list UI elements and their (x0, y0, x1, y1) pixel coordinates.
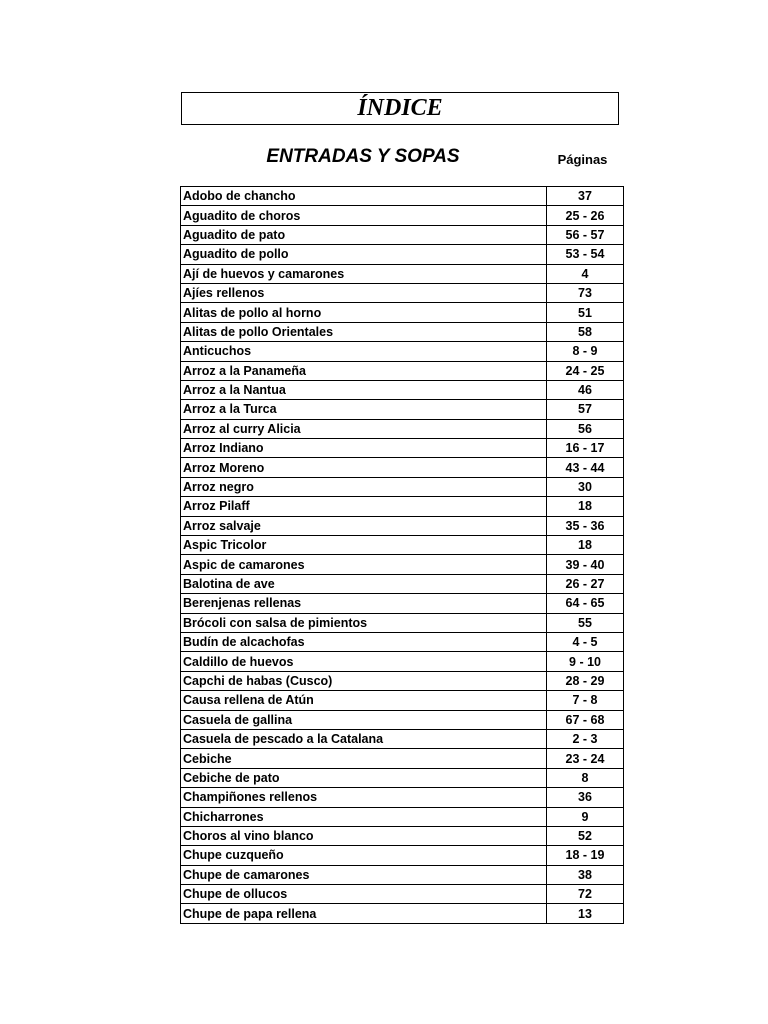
page-number: 55 (547, 613, 624, 632)
index-title: ÍNDICE (357, 95, 443, 121)
page-number: 9 - 10 (547, 652, 624, 671)
recipe-name: Arroz negro (181, 477, 547, 496)
recipe-name: Casuela de pescado a la Catalana (181, 729, 547, 748)
table-row (181, 361, 624, 380)
recipe-name: Capchi de habas (Cusco) (181, 671, 547, 690)
recipe-name: Chupe de ollucos (181, 885, 547, 904)
table-row (181, 206, 624, 225)
recipe-name: Aguadito de pollo (181, 245, 547, 264)
recipe-name: Chupe de camarones (181, 865, 547, 884)
recipe-name: Cebiche de pato (181, 768, 547, 787)
table-row (181, 846, 624, 865)
table-row (181, 419, 624, 438)
page-number: 43 - 44 (547, 458, 624, 477)
recipe-name: Budín de alcachofas (181, 632, 547, 651)
table-row (181, 865, 624, 884)
page-number: 4 (547, 264, 624, 283)
pages-column-header: Páginas (557, 152, 608, 167)
recipe-name: Chupe cuzqueño (181, 846, 547, 865)
table-row (181, 245, 624, 264)
recipe-name: Aguadito de pato (181, 225, 547, 244)
page-number: 18 (547, 536, 624, 555)
table-row (181, 671, 624, 690)
recipe-name: Ají de huevos y camarones (181, 264, 547, 283)
table-row (181, 749, 624, 768)
page-number: 28 - 29 (547, 671, 624, 690)
page-number: 38 (547, 865, 624, 884)
table-row (181, 826, 624, 845)
page-number: 56 (547, 419, 624, 438)
recipe-name: Causa rellena de Atún (181, 691, 547, 710)
table-row (181, 516, 624, 535)
table-row (181, 342, 624, 361)
index-table (180, 186, 624, 924)
section-title: ENTRADAS Y SOPAS (266, 146, 460, 167)
recipe-name: Berenjenas rellenas (181, 594, 547, 613)
page-number: 25 - 26 (547, 206, 624, 225)
table-row (181, 303, 624, 322)
page-number: 2 - 3 (547, 729, 624, 748)
page-number: 7 - 8 (547, 691, 624, 710)
page-number: 57 (547, 400, 624, 419)
recipe-name: Anticuchos (181, 342, 547, 361)
page-number: 26 - 27 (547, 574, 624, 593)
table-row (181, 613, 624, 632)
table-row (181, 477, 624, 496)
page-number: 53 - 54 (547, 245, 624, 264)
page-number: 52 (547, 826, 624, 845)
table-row (181, 729, 624, 748)
page-number: 56 - 57 (547, 225, 624, 244)
table-row (181, 536, 624, 555)
table-row (181, 807, 624, 826)
page-number: 36 (547, 788, 624, 807)
table-row (181, 574, 624, 593)
page-number: 72 (547, 885, 624, 904)
recipe-name: Aspic Tricolor (181, 536, 547, 555)
table-row (181, 594, 624, 613)
page-number: 51 (547, 303, 624, 322)
recipe-name: Arroz Moreno (181, 458, 547, 477)
recipe-name: Champiñones rellenos (181, 788, 547, 807)
table-row (181, 400, 624, 419)
recipe-name: Chicharrones (181, 807, 547, 826)
table-row (181, 439, 624, 458)
recipe-name: Choros al vino blanco (181, 826, 547, 845)
table-row (181, 788, 624, 807)
page-number: 64 - 65 (547, 594, 624, 613)
recipe-name: Alitas de pollo Orientales (181, 322, 547, 341)
table-row (181, 632, 624, 651)
table-row (181, 904, 624, 923)
table-row (181, 283, 624, 302)
recipe-name: Arroz a la Turca (181, 400, 547, 419)
recipe-name: Arroz a la Nantua (181, 380, 547, 399)
recipe-name: Arroz a la Panameña (181, 361, 547, 380)
recipe-name: Brócoli con salsa de pimientos (181, 613, 547, 632)
page-number: 18 (547, 497, 624, 516)
recipe-name: Chupe de papa rellena (181, 904, 547, 923)
table-row (181, 710, 624, 729)
recipe-name: Balotina de ave (181, 574, 547, 593)
page-number: 73 (547, 283, 624, 302)
page-number: 4 - 5 (547, 632, 624, 651)
page-number: 24 - 25 (547, 361, 624, 380)
recipe-name: Alitas de pollo al horno (181, 303, 547, 322)
page-number: 58 (547, 322, 624, 341)
recipe-name: Casuela de gallina (181, 710, 547, 729)
page-number: 39 - 40 (547, 555, 624, 574)
table-row (181, 497, 624, 516)
page-number: 8 (547, 768, 624, 787)
table-row (181, 768, 624, 787)
recipe-name: Ajíes rellenos (181, 283, 547, 302)
recipe-name: Arroz Pilaff (181, 497, 547, 516)
page-number: 46 (547, 380, 624, 399)
table-row (181, 458, 624, 477)
table-row (181, 264, 624, 283)
table-row (181, 555, 624, 574)
recipe-name: Aguadito de choros (181, 206, 547, 225)
recipe-name: Arroz salvaje (181, 516, 547, 535)
page-number: 67 - 68 (547, 710, 624, 729)
table-row (181, 322, 624, 341)
table-row (181, 652, 624, 671)
recipe-name: Caldillo de huevos (181, 652, 547, 671)
recipe-name: Arroz Indiano (181, 439, 547, 458)
page-number: 18 - 19 (547, 846, 624, 865)
table-row (181, 885, 624, 904)
index-table-body (181, 187, 624, 924)
page-number: 23 - 24 (547, 749, 624, 768)
table-row (181, 380, 624, 399)
recipe-name: Adobo de chancho (181, 187, 547, 206)
page-number: 13 (547, 904, 624, 923)
page-number: 30 (547, 477, 624, 496)
table-row (181, 187, 624, 206)
page-number: 9 (547, 807, 624, 826)
page-number: 16 - 17 (547, 439, 624, 458)
page-number: 35 - 36 (547, 516, 624, 535)
index-title-box (181, 92, 619, 125)
recipe-name: Cebiche (181, 749, 547, 768)
recipe-name: Aspic de camarones (181, 555, 547, 574)
recipe-name: Arroz al curry Alicia (181, 419, 547, 438)
table-row (181, 691, 624, 710)
page-number: 37 (547, 187, 624, 206)
table-row (181, 225, 624, 244)
page-number: 8 - 9 (547, 342, 624, 361)
